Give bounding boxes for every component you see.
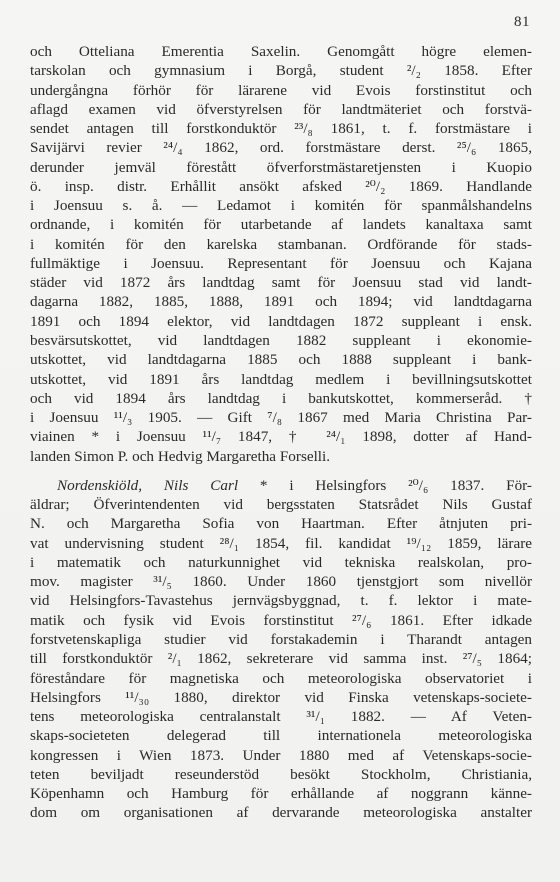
entry-heading: Nordenskiöld, Nils Carl xyxy=(57,476,239,494)
text-line: tarskolan och gymnasium i Borgå, student ²/₂ 1858. Efter xyxy=(30,62,532,80)
text-line: Savijärvi revier ²⁴/₄ 1862, ord. forstmästare derst. ²⁵/₆ 1865, xyxy=(30,139,532,157)
text-line: skaps-societeten delegerad till internationela meteorologiska xyxy=(30,727,532,745)
text-line: tens meteorologiska centralanstalt ³¹/₁ 1882. — Af Veten- xyxy=(30,708,532,726)
text-line xyxy=(30,476,532,495)
text-line: besvärsutskottet, vid landtdagen 1882 suppleant i ekonomie- xyxy=(30,331,532,349)
text-line: föreståndare för magnetiska och meteorologiska observatoriet i xyxy=(30,669,532,687)
paragraph-gap xyxy=(30,466,532,476)
text-line: mov. magister ³¹/₅ 1860. Under 1860 tjenstgjort som nivellör xyxy=(30,573,532,591)
text-line: i Joensuu s. å. — Ledamot i komitén för spanmålshandelns xyxy=(30,197,532,215)
text-line: Helsingfors ¹¹/₃₀ 1880, direktor vid Finska vetenskaps-societe- xyxy=(30,688,532,706)
text-line: och vid 1894 års landtdag i bankutskottet, kommerseråd. † xyxy=(30,389,532,407)
text-line: landen Simon P. och Hedvig Margaretha Forselli. xyxy=(30,447,331,465)
text-block xyxy=(30,42,532,823)
text-line: fullmäktige i Joensuu. Representant för Joensuu och Kajana xyxy=(30,254,532,272)
text-line: derunder jemväl förestått öfverforstmästaretjensten i Kuopio xyxy=(30,158,532,176)
text-line: i matematik och naturkunnighet vid tekniska realskolan, pro- xyxy=(30,553,532,571)
text-line: N. och Margaretha Sofia von Haartman. Efter åtnjuten pri- xyxy=(30,515,532,533)
text-line: och Otteliana Emerentia Saxelin. Genomgått högre elemen- xyxy=(30,43,532,60)
entry-heading-tail: * i Helsingfors ²⁰/₆ 1837. För- xyxy=(238,476,532,494)
text-line: 1891 och 1894 elektor, vid landtdagen 1872 suppleant i ensk. xyxy=(30,312,532,330)
paragraph-nordenskiold xyxy=(30,476,532,823)
text-line: utskottet, vid landtdagarna 1885 och 1888 suppleant i bank- xyxy=(30,351,532,369)
paragraph-saxelin xyxy=(30,42,532,466)
text-line: till forstkonduktör ²/₁ 1862, sekreterare vid samma inst. ²⁷/₅ 1864; xyxy=(30,650,532,668)
text-line: utskottet, vid 1891 års landtdag medlem i bevillningsutskottet xyxy=(30,370,532,388)
text-line: forstvetenskapliga studier vid forstakademin i Tharandt antagen xyxy=(30,630,532,648)
text-line: Köpenhamn och Hamburg för erhållande af noggrann känne- xyxy=(30,785,532,803)
text-line: dom om organisationen af dervarande meteorologiska anstalter xyxy=(30,804,532,822)
text-line: kongressen i Wien 1873. Under 1880 med af Vetenskaps-socie- xyxy=(30,746,532,764)
text-line: aflagd examen vid öfverstyrelsen för landtmäteriet och forstvä- xyxy=(30,100,532,118)
text-line: ö. insp. distr. Erhållit ansökt afsked ²⁰/₂ 1869. Handlande xyxy=(30,177,532,195)
text-line: matik och fysik vid Evois forstinstitut ²⁷/₆ 1861. Efter idkade xyxy=(30,611,532,629)
text-line: viainen * i Joensuu ¹¹/₇ 1847, † ²⁴/₁ 1898, dotter af Hand- xyxy=(30,428,532,446)
text-line: äldrar; Öfverintendenten vid bergsstaten Statsrådet Nils Gustaf xyxy=(30,496,532,514)
text-line: i komitén för den karelska stambanan. Ordförande för stads- xyxy=(30,235,532,253)
text-line: vat undervisning student ²⁸/₁ 1854, fil. kandidat ¹⁹/₁₂ 1859, lärare xyxy=(30,534,532,552)
text-line: ordnande, i komitén för utarbetande af landets kanaltaxa samt xyxy=(30,216,532,234)
text-line: städer vid 1872 års landtdag samt för Joensuu stad vid landt- xyxy=(30,274,532,292)
text-line: undergångna förhör för lärarene vid Evois forstinstitut och xyxy=(30,81,532,99)
text-line: teten beviljadt reseunderstöd besökt Stockholm, Christiania, xyxy=(30,765,532,783)
text-line: sendet antagen till forstkonduktör ²³/₈ 1861, t. f. forstmästare i xyxy=(30,120,532,138)
text-line: i Joensuu ¹¹/₃ 1905. — Gift ⁷/₈ 1867 med Maria Christina Par- xyxy=(30,409,532,427)
text-line: dagarna 1882, 1885, 1888, 1891 och 1894; vid landtdagarna xyxy=(30,293,532,311)
text-line: vid Helsingfors-Tavastehus jernvägsbyggnad, t. f. lektor i mate- xyxy=(30,592,532,610)
page-number: 81 xyxy=(514,14,530,30)
